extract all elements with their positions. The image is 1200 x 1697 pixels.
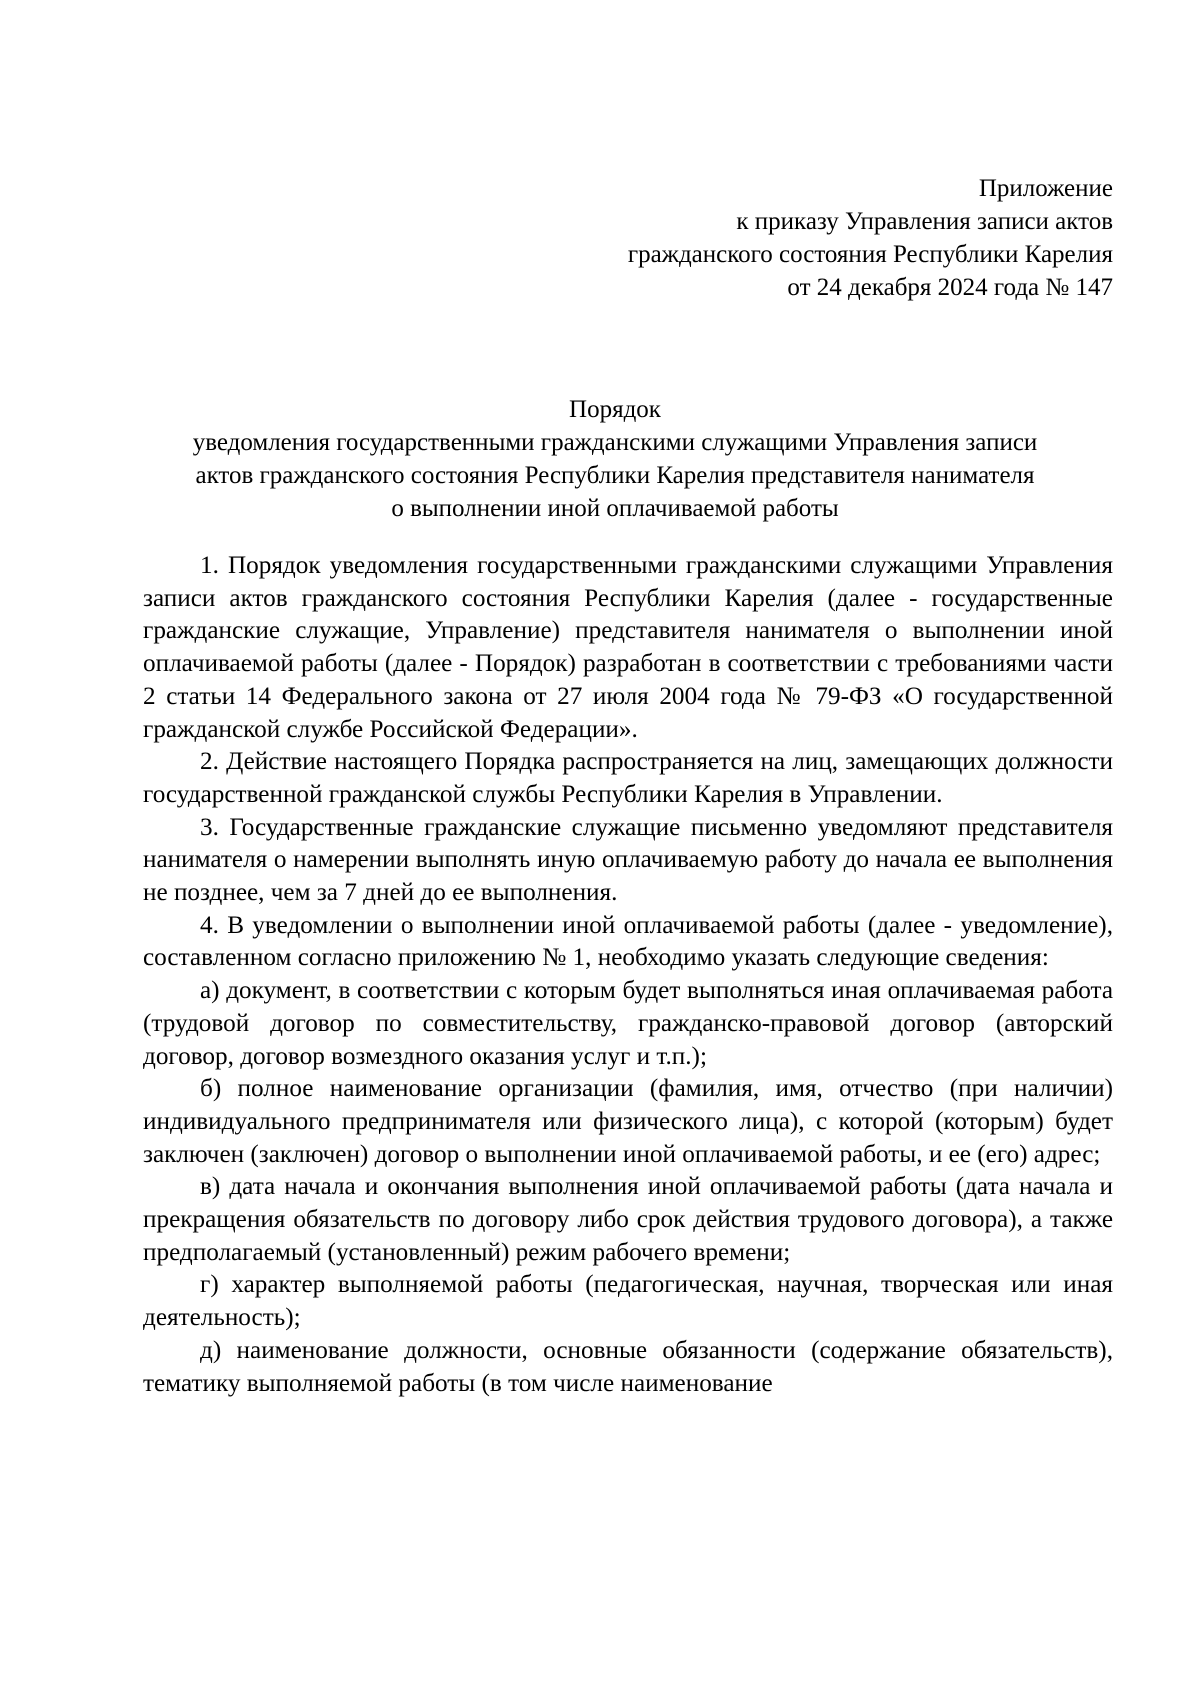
order-date-number: от 24 декабря 2024 года № 147 xyxy=(787,274,1113,301)
order-organization: гражданского состояния Республики Карелия xyxy=(627,241,1113,268)
subitem-a: а) документ, в соответствии с которым будет выполняться иная оплачиваемая работа (трудовой договор по совместительству, гражданско-правовой договор (авторский договор, договор возмездного оказания услуг и т.п.); xyxy=(143,977,1113,1070)
title-subline-3: о выполнении иной оплачиваемой работы xyxy=(391,495,839,522)
title-subline-1: уведомления государственными гражданскими служащими Управления записи xyxy=(192,429,1038,456)
document-title xyxy=(130,393,1100,525)
paragraph-4: 4. В уведомлении о выполнении иной оплачиваемой работы (далее - уведомление), составленном согласно приложению № 1, необходимо указать следующие сведения: xyxy=(143,911,1113,972)
paragraph-1: 1. Порядок уведомления государственными гражданскими служащими Управления записи актов гражданского состояния Республики Карелия (далее - государственные гражданские служащие, Управление) представителя нанимателя о выполнении иной оплачиваемой работы (далее - Порядок) разработан в соответствии с требованиями части 2 статьи 14 Федерального закона от 27 июля 2004 года № 79-ФЗ «О государственной гражданской службе Российской Федерации». xyxy=(143,552,1113,743)
paragraph-2: 2. Действие настоящего Порядка распространяется на лиц, замещающих должности государственной гражданской службы Республики Карелия в Управлении. xyxy=(143,748,1113,808)
subitem-d: д) наименование должности, основные обязанности (содержание обязательств), тематику выполняемой работы (в том числе наименование xyxy=(143,1336,1113,1397)
title-subline-2: актов гражданского состояния Республики Карелия представителя нанимателя xyxy=(195,462,1035,489)
paragraph-3: 3. Государственные гражданские служащие письменно уведомляют представителя нанимателя о намерении выполнять иную оплачиваемую работу до начала ее выполнения не позднее, чем за 7 дней до ее выполнения. xyxy=(143,813,1113,907)
appendix-header xyxy=(628,172,1113,304)
title-heading: Порядок xyxy=(569,396,661,423)
subitem-g: г) характер выполняемой работы (педагогическая, научная, творческая или иная деятельность); xyxy=(143,1271,1113,1332)
appendix-label: Приложение xyxy=(978,175,1113,202)
subitem-b: б) полное наименование организации (фамилия, имя, отчество (при наличии) индивидуального предпринимателя или физического лица), с которой (которым) будет заключен (заключен) договор о выполнении иной оплачиваемой работы, и ее (его) адрес; xyxy=(143,1075,1113,1168)
order-reference: к приказу Управления записи актов xyxy=(736,208,1113,235)
document-body xyxy=(143,550,1113,1400)
subitem-v: в) дата начала и окончания выполнения иной оплачиваемой работы (дата начала и прекращения обязательств по договору либо срок действия трудового договора), а также предполагаемый (установленный) режим рабочего времени; xyxy=(143,1173,1113,1266)
